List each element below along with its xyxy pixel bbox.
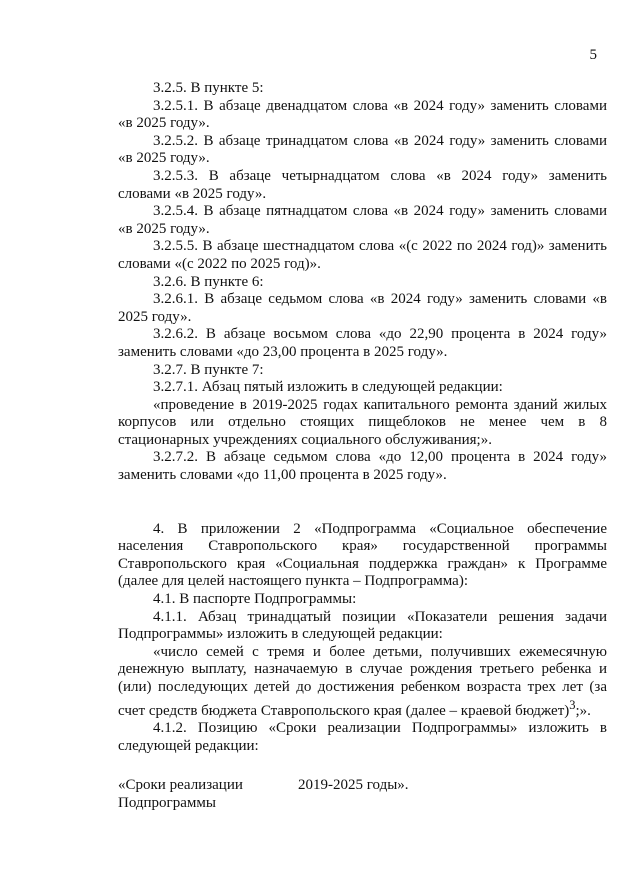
paragraph-3-2-5-1: 3.2.5.1. В абзаце двенадцатом слова «в 2024 году» заменить словами «в 2025 году».	[118, 97, 607, 132]
term-label-line1: «Сроки реализации	[118, 777, 243, 794]
paragraph-4-1-1: 4.1.1. Абзац тринадцатый позиции «Показатели решения задачи Подпрограммы» изложить в следующей редакции:	[118, 608, 607, 643]
paragraph-3-2-5-3: 3.2.5.3. В абзаце четырнадцатом слова «в 2024 году» заменить словами «в 2025 году».	[118, 167, 607, 202]
paragraph-3-2-5-5: 3.2.5.5. В абзаце шестнадцатом слова «(с 2022 по 2024 год)» заменить словами «(с 2022 по 2025 год)».	[118, 238, 607, 272]
term-row	[118, 777, 607, 812]
paragraph-4: 4. В приложении 2 «Подпрограмма «Социальное обеспечение населения Ставропольского края» государственной программы Ставропольского края «Социальная поддержка граждан» к Программе (далее для целей настоящего пункта – Подпрограмма):	[118, 520, 607, 590]
paragraph-3-2-7-2: 3.2.7.2. В абзаце седьмом слова «до 12,00 процента в 2024 году» заменить словами «до 11,00 процента в 2025 году».	[118, 449, 607, 484]
term-label	[118, 777, 298, 812]
quote-families-text: «число семей с тремя и более детьми, получивших ежемесячную денежную выплату, назначаемую в случае рождения третьего ребенка и (или) последующих детей до достижения ребенком возраста трех лет (за счет средств бюджета Ставропольского края (далее – краевой бюджет)	[118, 643, 607, 719]
section-gap	[118, 485, 607, 521]
term-value: 2019-2025 годы».	[298, 777, 409, 794]
term-label-line2: Подпрограммы	[118, 794, 216, 811]
document-body	[118, 80, 607, 813]
paragraph-3-2-5: 3.2.5. В пункте 5:	[153, 80, 264, 96]
paragraph-3-2-5-2: 3.2.5.2. В абзаце тринадцатом слова «в 2024 году» заменить словами «в 2025 году».	[118, 132, 607, 167]
paragraph-3-2-5-4: 3.2.5.4. В абзаце пятнадцатом слова «в 2024 году» заменить словами «в 2025 году».	[118, 203, 607, 237]
page-number: 5	[589, 47, 597, 63]
paragraph-4-1: 4.1. В паспорте Подпрограммы:	[153, 591, 357, 608]
footnote-mark: 3	[569, 697, 576, 712]
paragraph-3-2-6-2: 3.2.6.2. В абзаце восьмом слова «до 22,90 процента в 2024 году» заменить словами «до 23,00 процента в 2025 году».	[118, 326, 607, 360]
quote-families-tail: ;».	[575, 702, 591, 719]
paragraph-3-2-6-1: 3.2.6.1. В абзаце седьмом слова «в 2024 году» заменить словами «в 2025 году».	[118, 291, 607, 325]
paragraph-quote-repair: «проведение в 2019-2025 годах капитального ремонта зданий жилых корпусов или отдельно стоящих пищеблоков не менее чем в 8 стационарных учреждениях социального обслуживания;».	[118, 396, 607, 448]
paragraph-4-1-2: 4.1.2. Позицию «Сроки реализации Подпрограммы» изложить в следующей редакции:	[118, 720, 607, 754]
paragraph-quote-families	[118, 644, 607, 720]
paragraph-3-2-7: 3.2.7. В пункте 7:	[153, 361, 264, 378]
paragraph-3-2-6: 3.2.6. В пункте 6:	[153, 273, 264, 290]
paragraph-3-2-7-1: 3.2.7.1. Абзац пятый изложить в следующей редакции:	[153, 379, 503, 396]
